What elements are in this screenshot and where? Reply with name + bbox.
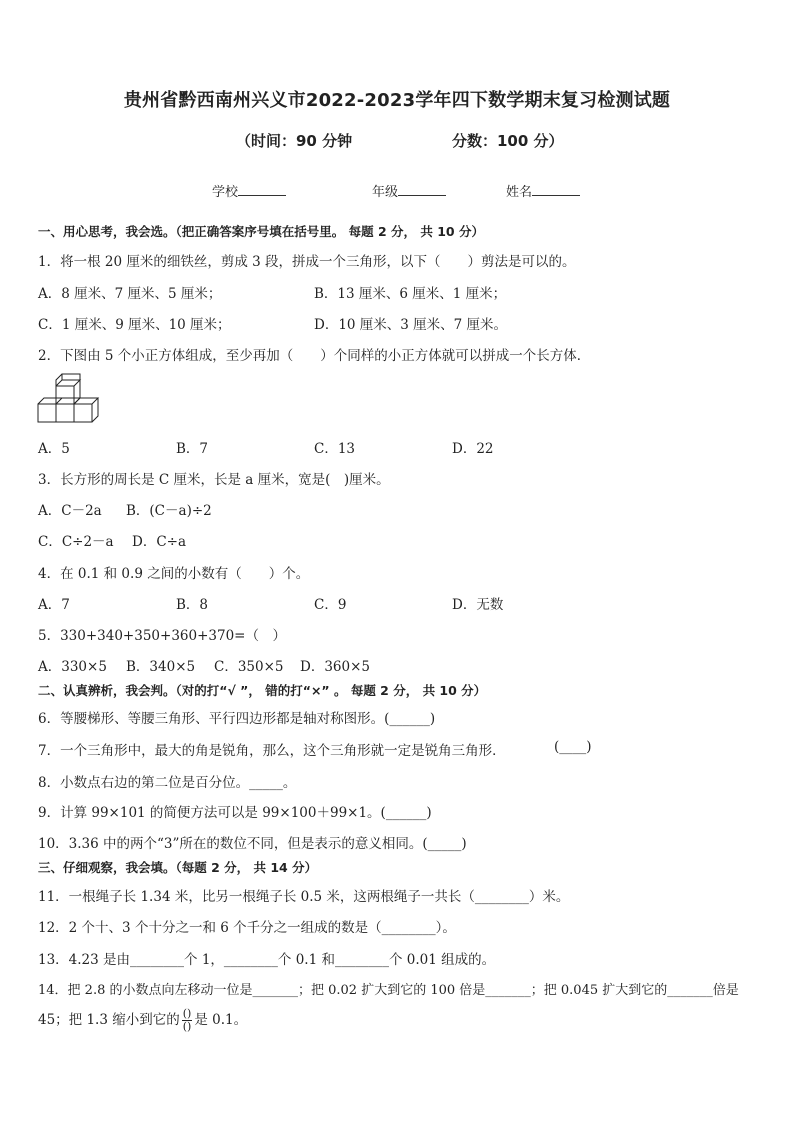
q2-option-b[interactable]: B．7 bbox=[176, 441, 209, 457]
q5-option-a[interactable]: A．330×5 bbox=[38, 659, 107, 675]
q3-option-b[interactable]: B．(C－a)÷2 bbox=[126, 503, 212, 519]
q1-option-b[interactable]: B．13 厘米、6 厘米、1 厘米； bbox=[314, 286, 507, 302]
q5-option-d[interactable]: D．360×5 bbox=[300, 659, 370, 675]
q1-option-a[interactable]: A．8 厘米、7 厘米、5 厘米； bbox=[38, 286, 222, 302]
fraction-blank[interactable]: $\frac{()}{()}$ bbox=[182, 1007, 192, 1033]
exam-score: 分数：100 分） bbox=[452, 132, 564, 150]
question-14-line-2: 45；把 1.3 缩小到它的 $\frac{()}{()}$ 是 0.1。 bbox=[38, 1007, 248, 1033]
question-2: 2．下图由 5 个小正方体组成，至少再加（ ）个同样的小正方体就可以拼成一个长方体． bbox=[38, 348, 591, 364]
q2-option-c[interactable]: C．13 bbox=[314, 441, 356, 457]
exam-time: （时间：90 分钟 bbox=[236, 132, 353, 150]
question-10: 10．3.36 中的两个“3”所在的数位不同，但是表示的意义相同。(_____) bbox=[38, 836, 467, 852]
q5-option-c[interactable]: C．350×5 bbox=[214, 659, 284, 675]
question-3: 3．长方形的周长是 C 厘米，长是 a 厘米，宽是( )厘米。 bbox=[38, 472, 390, 488]
q4-option-b[interactable]: B．8 bbox=[176, 597, 209, 613]
section-1-heading: 一、用心思考，我会选。（把正确答案序号填在括号里。 每题 2 分， 共 10 分） bbox=[38, 224, 484, 239]
question-9: 9．计算 99×101 的简便方法可以是 99×100＋99×1。(______) bbox=[38, 805, 432, 821]
question-13: 13．4.23 是由________个 1，________个 0.1 和________个 0.01 组成的。 bbox=[38, 952, 496, 968]
q1-option-c[interactable]: C．1 厘米、9 厘米、10 厘米； bbox=[38, 317, 231, 333]
question-4: 4．在 0.1 和 0.9 之间的小数有（ ）个。 bbox=[38, 566, 310, 582]
q2-option-d[interactable]: D．22 bbox=[452, 441, 494, 457]
q5-option-b[interactable]: B．340×5 bbox=[126, 659, 196, 675]
q4-option-d[interactable]: D．无数 bbox=[452, 597, 504, 613]
question-14-line-1: 14．把 2.8 的小数点向左移动一位是_______；把 0.02 扩大到它的 100 倍是_______；把 0.045 扩大到它的_______倍是 bbox=[38, 983, 739, 998]
question-8: 8．小数点右边的第二位是百分位。_____。 bbox=[38, 775, 297, 791]
grade-field[interactable]: 年级 bbox=[372, 181, 446, 200]
q4-option-a[interactable]: A．7 bbox=[38, 597, 70, 613]
cube-figure bbox=[36, 372, 102, 426]
section-3-heading: 三、仔细观察，我会填。（每题 2 分， 共 14 分） bbox=[38, 860, 318, 875]
question-7: 7．一个三角形中，最大的角是锐角，那么，这个三角形就一定是锐角三角形． bbox=[38, 743, 506, 759]
q4-option-c[interactable]: C．9 bbox=[314, 597, 347, 613]
question-1: 1．将一根 20 厘米的细铁丝，剪成 3 段，拼成一个三角形，以下（ ）剪法是可以的。 bbox=[38, 254, 576, 270]
q2-option-a[interactable]: A．5 bbox=[38, 441, 70, 457]
page-title: 贵州省黔西南州兴义市2022-2023学年四下数学期末复习检测试题 bbox=[123, 90, 671, 111]
question-6: 6．等腰梯形、等腰三角形、平行四边形都是轴对称图形。(______) bbox=[38, 711, 436, 727]
question-5: 5．330+340+350+360+370=（ ） bbox=[38, 628, 286, 644]
q3-option-a[interactable]: A．C－2a bbox=[38, 503, 102, 519]
section-2-heading: 二、认真辨析，我会判。（对的打“√ ”， 错的打“×” 。 每题 2 分， 共 10 分） bbox=[38, 683, 487, 698]
school-field[interactable]: 学校 bbox=[212, 181, 286, 200]
q3-option-c[interactable]: C．C÷2－a bbox=[38, 534, 114, 550]
name-field[interactable]: 姓名 bbox=[506, 181, 580, 200]
q7-answer-blank[interactable]: (____) bbox=[554, 739, 592, 755]
q1-option-d[interactable]: D．10 厘米、3 厘米、7 厘米。 bbox=[314, 317, 508, 333]
question-11: 11．一根绳子长 1.34 米，比另一根绳子长 0.5 米，这两根绳子一共长（________）米。 bbox=[38, 889, 570, 905]
q3-option-d[interactable]: D．C÷a bbox=[132, 534, 187, 550]
question-12: 12．2 个十、3 个十分之一和 6 个千分之一组成的数是（________）。 bbox=[38, 920, 456, 936]
